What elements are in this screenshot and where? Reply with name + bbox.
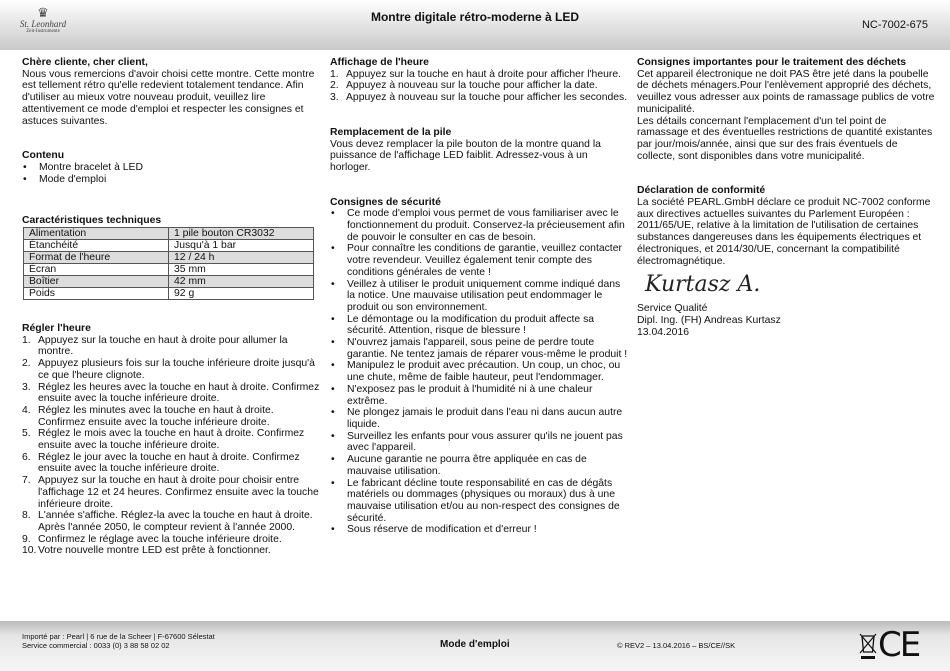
spec-label: Format de l'heure: [24, 252, 169, 264]
intro-section: [22, 57, 322, 127]
spec-label: Boîtier: [24, 276, 169, 288]
document-title: Montre digitale rétro-moderne à LED: [370, 10, 580, 24]
list-item: [22, 545, 322, 557]
revision-info: © REV2 – 13.04.2016 – BS/CE//SK: [617, 641, 736, 650]
spec-value: 35 mm: [169, 264, 314, 276]
conformite-text: La société PEARL.GmbH déclare ce produit NC-7002 conforme aux directives actuelles suivantes du Parlement Européen : 2011/65/UE, relative à la limitation de l'utilisation de certaines substances dangereuses dans les équipements électriques et électroniques, et 2014/30/UE, concernant la compatibilité électromagnétique.: [637, 197, 931, 267]
item-number: 10.: [22, 545, 37, 557]
dechets-text-2: Les détails concernant l'emplacement d'un tel point de ramassage et des éventuelles restrictions de quantité existantes par jour/mois/année, ainsi que sur des frais éventuels de collecte, sont disponibles dans votre municipalité.: [637, 115, 933, 162]
item-text: Appuyez sur la touche en haut à droite pour allumer la montre.: [38, 334, 288, 358]
list-item: • Le fabricant décline toute responsabilité en cas de dégâts matériels ou dommages (physiques ou moraux) dus à une mauvaise utilisation et/ou au non-respect des consignes de sécurité.: [346, 478, 628, 525]
brand-sub: Zeit-Instrumente: [26, 29, 60, 34]
list-item: • Sous réserve de modification et d'erreur !: [346, 524, 628, 536]
list-item: • Manipulez le produit avec précaution. Un coup, un choc, ou une chute, même de faible hauteur, peut l'endommager.: [346, 360, 628, 383]
item-text: Réglez le mois avec la touche en haut à droite. Confirmez ensuite avec la touche inférieure droite.: [38, 428, 305, 452]
page-footer: [0, 621, 950, 671]
item-text: Appuyez sur la touche en haut à droite pour choisir entre l'affichage 12 et 24 heures. Confirmez ensuite avec la touche inférieure droite.: [38, 475, 319, 510]
list-item: • Le démontage ou la modification du produit affecte sa sécurité. Attention, risque de blessure !: [346, 314, 628, 337]
spec-label: Poids: [24, 288, 169, 300]
contenu-section: [22, 150, 322, 185]
item-number: 8.: [22, 510, 31, 522]
list-item: [330, 80, 628, 92]
item-text: Réglez le jour avec la touche en haut à droite. Confirmez ensuite avec la touche inférieure droite.: [38, 451, 300, 475]
column-right: [637, 57, 937, 338]
securite-section: [330, 197, 628, 536]
list-item: • Montre bracelet à LED: [38, 162, 322, 174]
list-item: [22, 475, 322, 510]
column-middle: [330, 57, 628, 536]
spec-label: Étanchéité: [24, 240, 169, 252]
contenu-heading: Contenu: [22, 150, 65, 162]
specs-heading: Caractéristiques techniques: [22, 215, 162, 227]
list-item: [22, 381, 322, 405]
item-text: Appuyez à nouveau sur la touche pour afficher les secondes.: [346, 92, 628, 104]
crown-icon: ♛: [37, 5, 49, 20]
spec-label: Alimentation: [24, 228, 169, 240]
item-number: 2.: [330, 80, 339, 92]
brand-name: St. Leonhard: [19, 19, 67, 29]
affichage-section: [330, 57, 628, 104]
item-number: 7.: [22, 475, 31, 487]
dechets-heading: Consignes importantes pour le traitement des déchets: [637, 57, 907, 68]
list-item: • Mode d'emploi: [38, 174, 322, 186]
list-item: • Ce mode d'emploi vous permet de vous familiariser avec le fonctionnement du produit. Conservez-la précieusement afin de pouvoir le consulter en cas de besoin.: [346, 208, 628, 243]
spec-value: 12 / 24 h: [169, 252, 314, 264]
importer-info: [22, 632, 215, 650]
footer-title: Mode d'emploi: [440, 639, 510, 650]
item-text: Appuyez sur la touche en haut à droite pour afficher l'heure.: [346, 68, 622, 80]
specs-table: [23, 227, 314, 300]
signatory-name: Dipl. Ing. (FH) Andreas Kurtasz: [637, 314, 781, 326]
item-text: Confirmez le réglage avec la touche inférieure droite.: [38, 533, 282, 545]
pile-text: Vous devez remplacer la pile bouton de la montre quand la puissance de l'affichage LED faiblit. Adressez-vous à un horloger.: [330, 138, 601, 173]
spec-label: Écran: [24, 264, 169, 276]
pile-heading: Remplacement de la pile: [330, 126, 452, 138]
product-reference: NC-7002-675: [861, 19, 928, 31]
table-row: [24, 252, 314, 264]
list-item: [22, 451, 322, 475]
signatory: [637, 303, 937, 338]
table-row: [24, 276, 314, 288]
item-text: L'année s'affiche. Réglez-la avec la touche en haut à droite. Après l'année 2050, le compteur revient à l'année 2000.: [38, 510, 313, 533]
list-item: [330, 92, 628, 104]
list-item: • N'ouvrez jamais l'appareil, sous peine de perdre toute garantie. Ne tentez jamais de réparer vous-même le produit !: [346, 337, 628, 360]
item-text: Réglez les heures avec la touche en haut à droite. Confirmez ensuite avec la touche inférieure droite.: [38, 381, 320, 405]
list-item: [22, 533, 322, 546]
list-item: • Ne plongez jamais le produit dans l'eau ni dans aucun autre liquide.: [346, 407, 628, 430]
item-text: Votre nouvelle montre LED est prête à fonctionner.: [38, 545, 271, 557]
importer-address: Importé par : Pearl | 6 rue de la Scheer | F-67600 Sélestat: [22, 632, 215, 641]
conformite-section: [637, 185, 937, 267]
conformite-heading: Déclaration de conformité: [637, 185, 766, 197]
spec-value: 1 pile bouton CR3032: [169, 228, 314, 240]
list-item: • Veillez à utiliser le produit uniquement comme indiqué dans la notice. Une mauvaise utilisation peut endommager le produit ou son environnement.: [346, 279, 628, 314]
signature-date: 13.04.2016: [637, 326, 690, 338]
list-item: [22, 428, 322, 452]
table-row: [24, 240, 314, 252]
regler-heading: Régler l'heure: [22, 323, 91, 335]
specs-section: [22, 215, 322, 300]
ce-mark-icon: CE: [878, 625, 920, 665]
list-item: • N'exposez pas le produit à l'humidité ni à une chaleur extrême.: [346, 384, 628, 407]
list-item: [22, 404, 322, 428]
dechets-text: Cet appareil électronique ne doit PAS être jeté dans la poubelle de déchets ménagers.Pour l'enlèvement approprié des déchets, veuillez vous adresser aux points de ramassage publics de votre municipalité.: [637, 68, 935, 115]
item-number: 6.: [22, 451, 31, 463]
table-row: [24, 228, 314, 240]
intro-heading: Chère cliente, cher client,: [22, 57, 148, 68]
dechets-section: [637, 57, 937, 162]
service-phone: Service commercial : 0033 (0) 3 88 58 02 02: [22, 641, 170, 650]
list-item: • Surveillez les enfants pour vous assurer qu'ils ne jouent pas avec l'appareil.: [346, 431, 628, 454]
signature: Kurtasz A.: [645, 272, 761, 298]
list-item: [22, 510, 322, 533]
item-text: Réglez les minutes avec la touche en haut à droite. Confirmez ensuite avec la touche inférieure droite.: [38, 404, 274, 428]
affichage-heading: Affichage de l'heure: [330, 57, 429, 68]
regler-section: [22, 323, 322, 557]
list-item: • Pour connaître les conditions de garantie, veuillez contacter votre revendeur. Veuillez également tenir compte des conditions générales de vente !: [346, 243, 628, 278]
column-left: [22, 57, 322, 557]
item-number: 5.: [22, 428, 31, 440]
intro-text: Nous vous remercions d'avoir choisi cette montre. Cette montre est tellement rétro qu'elle redevient totalement tendance. Afin d'utiliser au mieux votre nouveau produit, veuillez lire attentivement ce mode d'emploi et respecter les consignes et astuces suivantes.: [22, 68, 315, 127]
item-text: Appuyez à nouveau sur la touche pour afficher la date.: [346, 80, 598, 92]
page-header: [0, 0, 950, 50]
pile-section: [330, 127, 628, 174]
item-number: 4.: [22, 404, 31, 416]
spec-value: 42 mm: [169, 276, 314, 288]
table-row: [24, 264, 314, 276]
item-number: 9.: [22, 533, 31, 545]
item-number: 1.: [22, 334, 31, 346]
list-item: [22, 334, 322, 358]
securite-heading: Consignes de sécurité: [330, 196, 441, 208]
list-item: [330, 68, 628, 81]
weee-bin-icon: [858, 631, 878, 661]
list-item: [22, 358, 322, 381]
spec-value: Jusqu'à 1 bar: [169, 240, 314, 252]
item-number: 3.: [22, 381, 31, 393]
table-row: [24, 288, 314, 300]
item-text: Appuyez plusieurs fois sur la touche inférieure droite jusqu'à ce que l'heure clignote.: [38, 358, 315, 381]
item-number: 2.: [22, 358, 31, 370]
service-label: Service Qualité: [637, 303, 708, 315]
item-number: 1.: [330, 68, 339, 80]
list-item: • Aucune garantie ne pourra être appliquée en cas de mauvaise utilisation.: [346, 454, 628, 477]
item-number: 3.: [330, 92, 339, 104]
spec-value: 92 g: [169, 288, 314, 300]
